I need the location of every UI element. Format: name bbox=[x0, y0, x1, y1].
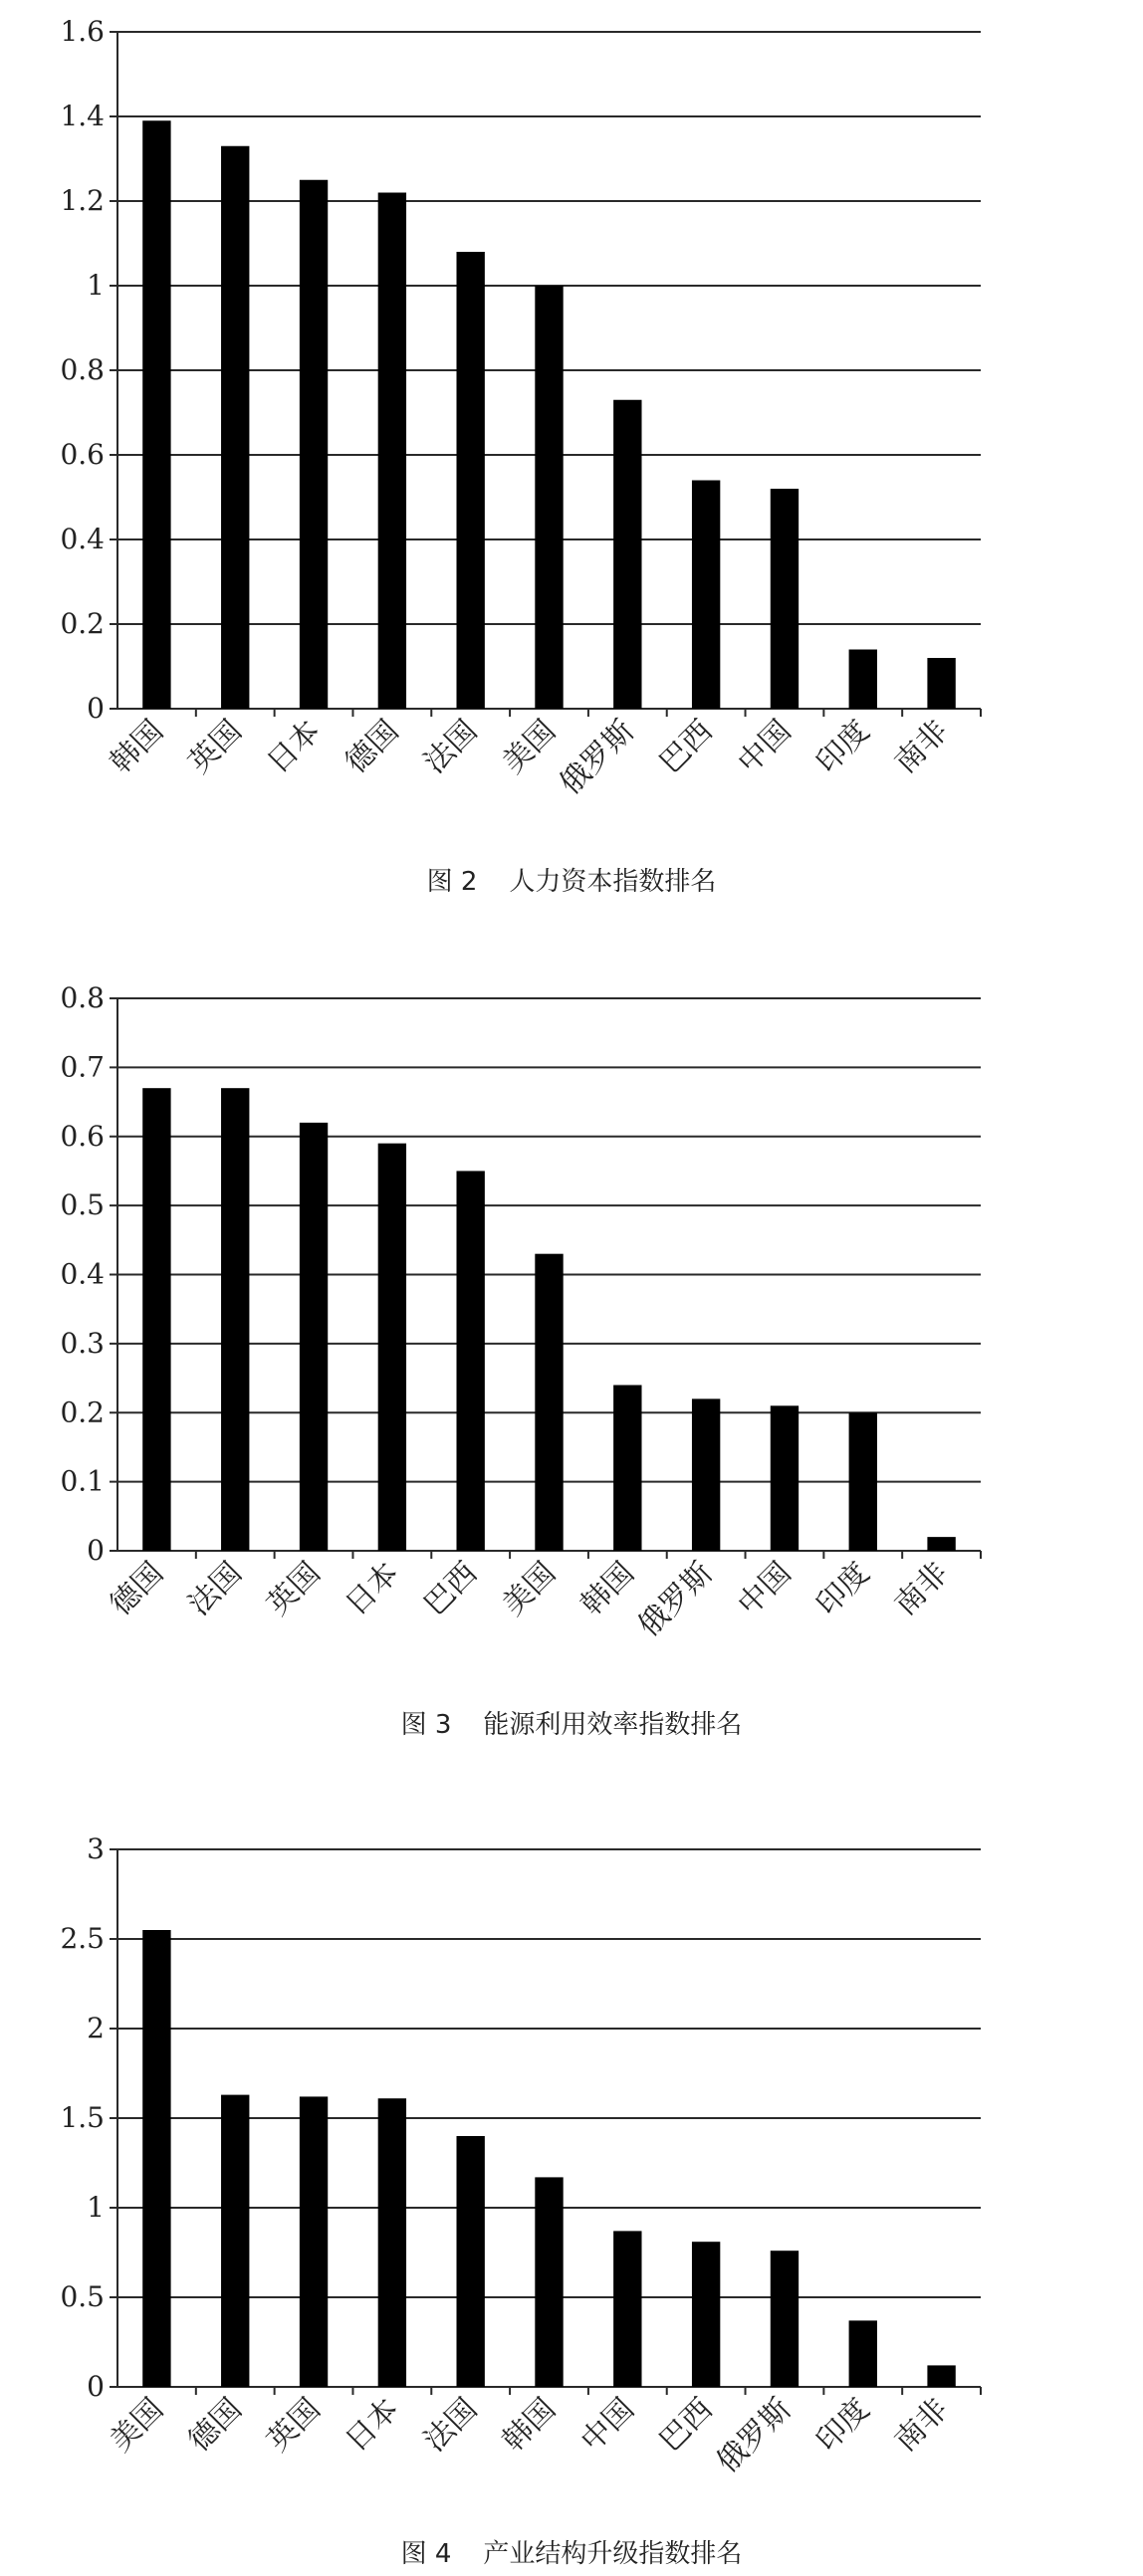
x-tick-label: 英国 bbox=[260, 1555, 328, 1623]
x-tick-label: 德国 bbox=[339, 713, 406, 781]
x-tick-label: 法国 bbox=[417, 2391, 485, 2460]
x-tick-label: 韩国 bbox=[573, 1555, 641, 1623]
y-tick-label: 0 bbox=[87, 1534, 105, 1567]
bar-human-capital bbox=[378, 193, 406, 710]
x-tick-label: 美国 bbox=[495, 1555, 564, 1623]
bar-industrial-upgrade bbox=[456, 2136, 484, 2387]
y-tick-label: 0.6 bbox=[60, 1119, 105, 1153]
y-tick-label: 1.4 bbox=[60, 100, 105, 132]
y-tick-label: 1 bbox=[87, 269, 105, 302]
bar-human-capital bbox=[535, 286, 563, 709]
caption-human-capital bbox=[0, 861, 1143, 898]
chart-energy-efficiency bbox=[0, 956, 1143, 1672]
chart-industrial-upgrade bbox=[0, 1802, 1143, 2518]
y-tick-label: 0 bbox=[87, 692, 105, 725]
x-tick-label: 法国 bbox=[417, 713, 485, 781]
bar-human-capital bbox=[692, 481, 720, 710]
caption-energy-efficiency bbox=[0, 1704, 1143, 1741]
y-tick-label: 1.6 bbox=[60, 15, 105, 48]
bar-industrial-upgrade bbox=[378, 2098, 406, 2387]
x-tick-label: 南非 bbox=[888, 2391, 956, 2460]
x-tick-label: 法国 bbox=[181, 1555, 249, 1623]
x-tick-label: 中国 bbox=[731, 1555, 799, 1623]
y-tick-label: 1.5 bbox=[60, 2101, 105, 2134]
x-tick-label: 韩国 bbox=[495, 2391, 564, 2460]
caption-title: 能源利用效率指数排名 bbox=[483, 1710, 743, 1740]
caption-title: 人力资本指数排名 bbox=[509, 867, 717, 897]
x-tick-label: 印度 bbox=[809, 713, 877, 781]
x-tick-label: 英国 bbox=[260, 2391, 328, 2460]
y-tick-label: 0.3 bbox=[60, 1326, 105, 1360]
x-tick-label: 巴西 bbox=[652, 2391, 720, 2460]
y-tick-label: 1 bbox=[87, 2191, 105, 2224]
bar-industrial-upgrade bbox=[692, 2242, 720, 2387]
bar-industrial-upgrade bbox=[927, 2365, 955, 2387]
x-tick-label: 美国 bbox=[103, 2391, 171, 2460]
y-tick-label: 0 bbox=[87, 2370, 105, 2403]
x-tick-label: 俄罗斯 bbox=[710, 2391, 799, 2480]
x-tick-label: 中国 bbox=[731, 713, 799, 781]
y-tick-label: 3 bbox=[87, 1832, 105, 1865]
y-tick-label: 0.8 bbox=[60, 981, 105, 1014]
bar-human-capital bbox=[849, 650, 877, 710]
bar-industrial-upgrade bbox=[300, 2096, 328, 2387]
x-tick-label: 美国 bbox=[495, 713, 564, 781]
bar-human-capital bbox=[300, 180, 328, 709]
x-tick-label: 韩国 bbox=[103, 713, 171, 781]
y-tick-label: 0.2 bbox=[60, 1395, 105, 1429]
x-tick-label: 德国 bbox=[181, 2391, 249, 2460]
y-tick-label: 0.4 bbox=[60, 523, 105, 555]
x-tick-label: 日本 bbox=[339, 1555, 406, 1623]
caption-number: 图 4 bbox=[400, 2539, 452, 2569]
bar-industrial-upgrade bbox=[535, 2177, 563, 2387]
x-tick-label: 德国 bbox=[103, 1555, 171, 1623]
bar-industrial-upgrade bbox=[221, 2095, 249, 2387]
x-tick-label: 俄罗斯 bbox=[631, 1555, 720, 1644]
y-tick-label: 0.6 bbox=[60, 438, 105, 471]
y-tick-label: 1.2 bbox=[60, 184, 105, 217]
figure-human-capital bbox=[0, 0, 1143, 816]
bar-industrial-upgrade bbox=[849, 2320, 877, 2387]
chart-human-capital bbox=[0, 0, 1143, 816]
x-tick-label: 印度 bbox=[809, 1555, 877, 1623]
bar-human-capital bbox=[142, 120, 170, 709]
bar-energy-efficiency bbox=[692, 1398, 720, 1551]
caption-industrial-upgrade bbox=[0, 2533, 1143, 2570]
bar-human-capital bbox=[456, 252, 484, 709]
figure-industrial-upgrade bbox=[0, 1802, 1143, 2518]
bar-energy-efficiency bbox=[142, 1088, 170, 1551]
bar-human-capital bbox=[771, 489, 799, 709]
bar-industrial-upgrade bbox=[142, 1930, 170, 2387]
y-tick-label: 0.7 bbox=[60, 1050, 105, 1084]
bar-human-capital bbox=[221, 146, 249, 709]
x-tick-label: 南非 bbox=[888, 713, 956, 781]
x-tick-label: 英国 bbox=[181, 713, 249, 781]
figure-energy-efficiency bbox=[0, 956, 1143, 1672]
caption-title: 产业结构升级指数排名 bbox=[483, 2539, 743, 2569]
caption-number: 图 2 bbox=[426, 867, 478, 897]
x-tick-label: 俄罗斯 bbox=[553, 713, 641, 802]
y-tick-label: 0.5 bbox=[60, 2280, 105, 2313]
bar-industrial-upgrade bbox=[613, 2231, 641, 2387]
x-tick-label: 巴西 bbox=[417, 1555, 485, 1623]
y-tick-label: 0.8 bbox=[60, 353, 105, 386]
x-tick-label: 日本 bbox=[260, 713, 328, 781]
bar-energy-efficiency bbox=[456, 1171, 484, 1551]
bar-energy-efficiency bbox=[927, 1537, 955, 1551]
bar-energy-efficiency bbox=[535, 1254, 563, 1551]
bar-energy-efficiency bbox=[771, 1405, 799, 1551]
bar-energy-efficiency bbox=[221, 1088, 249, 1551]
x-tick-label: 印度 bbox=[809, 2391, 877, 2460]
x-tick-label: 南非 bbox=[888, 1555, 956, 1623]
y-tick-label: 0.5 bbox=[60, 1188, 105, 1222]
bar-energy-efficiency bbox=[849, 1412, 877, 1551]
y-tick-label: 2 bbox=[87, 2012, 105, 2044]
caption-number: 图 3 bbox=[400, 1710, 452, 1740]
bar-human-capital bbox=[927, 658, 955, 709]
x-tick-label: 日本 bbox=[339, 2391, 406, 2460]
x-tick-label: 中国 bbox=[573, 2391, 641, 2460]
x-tick-label: 巴西 bbox=[652, 713, 720, 781]
bar-energy-efficiency bbox=[613, 1386, 641, 1552]
bar-human-capital bbox=[613, 400, 641, 709]
bar-energy-efficiency bbox=[300, 1123, 328, 1551]
y-tick-label: 0.2 bbox=[60, 607, 105, 640]
bar-energy-efficiency bbox=[378, 1144, 406, 1551]
y-tick-label: 0.1 bbox=[60, 1464, 105, 1498]
y-tick-label: 0.4 bbox=[60, 1257, 105, 1291]
bar-industrial-upgrade bbox=[771, 2251, 799, 2387]
y-tick-label: 2.5 bbox=[60, 1922, 105, 1955]
